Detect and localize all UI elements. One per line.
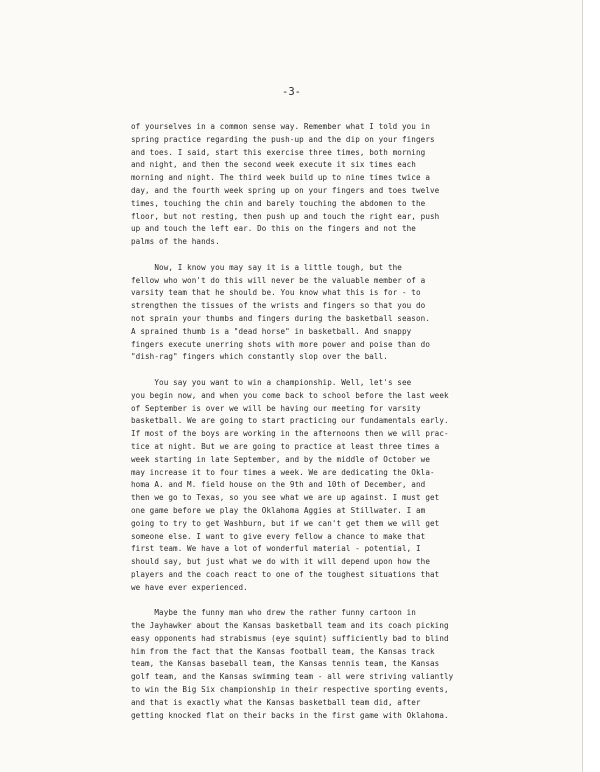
text-line: Maybe the funny man who drew the rather funny cartoon in: [131, 608, 416, 618]
text-line: Now, I know you may say it is a little tough, but the: [131, 262, 402, 272]
text-line: A sprained thumb is a "dead horse" in basketball. And snappy: [131, 326, 412, 336]
text-line: You say you want to win a championship. Well, let's see: [131, 377, 412, 387]
text-line: first team. We have a lot of wonderful material - potential, I: [131, 544, 421, 554]
text-line: you begin now, and when you come back to school before the last week: [131, 390, 449, 400]
text-line: of September is over we will be having our meeting for varsity: [131, 403, 421, 413]
text-line: going to try to get Washburn, but if we can't get them we will get: [131, 518, 440, 528]
page-number: -3-: [282, 86, 301, 98]
text-line: homa A. and M. field house on the 9th and 10th of December, and: [131, 480, 426, 490]
text-line: and toes. I said, start this exercise three times, both morning: [131, 147, 426, 157]
text-line: the Jayhawker about the Kansas basketball team and its coach picking: [131, 621, 449, 631]
text-line: day, and the fourth week spring up on your fingers and toes twelve: [131, 185, 440, 195]
text-line: If most of the boys are working in the afternoons then we will prac-: [131, 429, 449, 439]
text-line: fingers execute unerring shots with more power and poise than do: [131, 339, 430, 349]
text-line: and that is exactly what the Kansas basketball team did, after: [131, 697, 421, 707]
text-line: golf team, and the Kansas swimming team - all were striving valiantly: [131, 672, 454, 682]
text-line: getting knocked flat on their backs in the first game with Oklahoma.: [131, 710, 449, 720]
text-line: "dish-rag" fingers which constantly slop over the ball.: [131, 352, 388, 362]
text-line: him from the fact that the Kansas football team, the Kansas track: [131, 646, 435, 656]
text-line: may increase it to four times a week. We are dedicating the Okla-: [131, 467, 435, 477]
paragraph: [131, 262, 531, 364]
text-line: easy opponents had strabismus (eye squint) sufficiently bad to blind: [131, 633, 449, 643]
text-line: week starting in late September, and by the middle of October we: [131, 454, 430, 464]
text-line: to win the Big Six championship in their respective sporting events,: [131, 685, 449, 695]
paragraph: [131, 377, 531, 595]
text-line: spring practice regarding the push-up and the dip on your fingers: [131, 134, 435, 144]
text-line: someone else. I want to give every fellow a chance to make that: [131, 531, 426, 541]
text-line: not sprain your thumbs and fingers during the basketball season.: [131, 313, 430, 323]
text-line: then we go to Texas, so you see what we are up against. I must get: [131, 493, 440, 503]
text-line: basketball. We are going to start practicing our fundamentals early.: [131, 416, 449, 426]
letter-body: [131, 121, 531, 735]
text-line: fellow who won't do this will never be the valuable member of a: [131, 275, 426, 285]
paragraph: [131, 121, 531, 249]
text-line: strengthen the tissues of the wrists and fingers so that you do: [131, 301, 426, 311]
text-line: tice at night. But we are going to practice at least three times a: [131, 441, 440, 451]
text-line: of yourselves in a common sense way. Remember what I told you in: [131, 122, 430, 131]
text-line: we have ever experienced.: [131, 582, 248, 592]
text-line: and night, and then the second week execute it six times each: [131, 160, 416, 170]
text-line: up and touch the left ear. Do this on the fingers and not the: [131, 224, 416, 234]
text-line: morning and night. The third week build up to nine times twice a: [131, 173, 430, 183]
text-line: times, touching the chin and barely touching the abdomen to the: [131, 198, 426, 208]
text-line: should say, but just what we do with it will depend upon how the: [131, 557, 430, 567]
text-line: players and the coach react to one of the toughest situations that: [131, 569, 440, 579]
text-line: one game before we play the Oklahoma Aggies at Stillwater. I am: [131, 505, 426, 515]
text-line: floor, but not resting, then push up and touch the right ear, push: [131, 211, 440, 221]
text-line: varsity team that he should be. You know what this is for - to: [131, 288, 421, 298]
text-line: team, the Kansas baseball team, the Kansas tennis team, the Kansas: [131, 659, 440, 669]
paragraph: [131, 607, 531, 722]
text-line: palms of the hands.: [131, 237, 220, 247]
